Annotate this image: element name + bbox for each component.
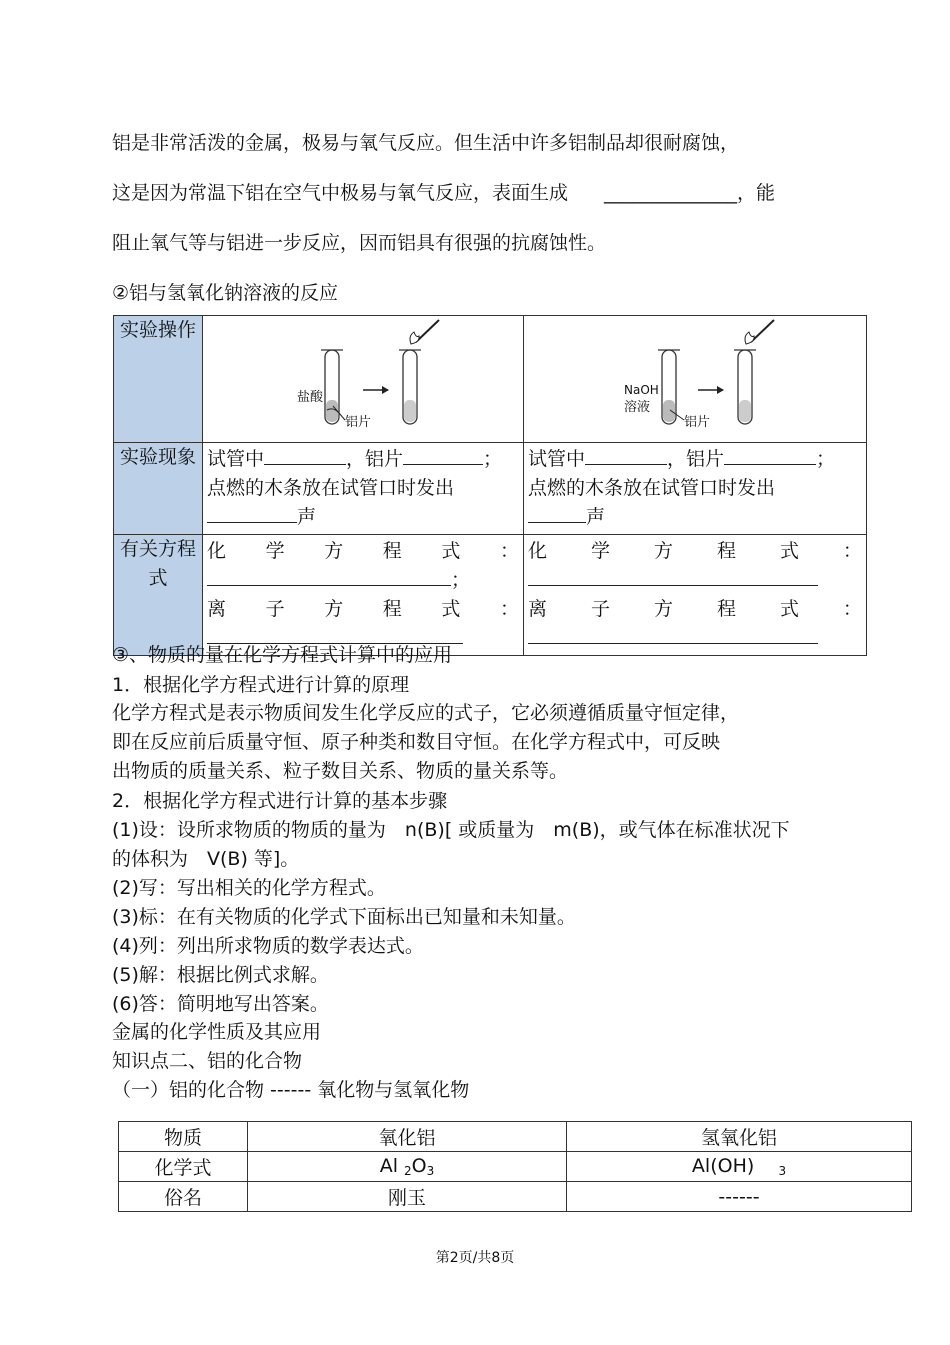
formula-al2o3: [248, 1152, 567, 1182]
ion-char: 程: [716, 598, 736, 620]
cmp-header-alumina: 氧化铝: [248, 1122, 567, 1152]
label-al-right: 铝片: [684, 415, 711, 430]
phen-text: 试管中: [528, 448, 586, 470]
eq-char: 式: [441, 540, 461, 562]
eq-char: 化: [207, 540, 227, 562]
phenomenon-naoh: [524, 443, 867, 535]
p1-line-1: 化学方程式是表示物质间发生化学反应的式子，它必须遵循质量守恒定律，: [112, 702, 740, 724]
image-cell-naoh: [524, 316, 867, 443]
eq-semicolon: ；: [451, 569, 471, 591]
phen-sound: 声: [586, 506, 606, 528]
phen-sound: 声: [297, 506, 317, 528]
step-2: (2)写：写出相关的化学方程式。: [112, 877, 386, 899]
step-6: (6)答：简明地写出答案。: [112, 993, 329, 1015]
compound-table: [118, 1121, 912, 1212]
intro-blank: ______________，能: [604, 182, 776, 204]
eq-char: ：: [842, 540, 862, 562]
f-sub: 2: [404, 1164, 412, 1178]
step-4: (4)列：列出所求物质的数学表达式。: [112, 935, 424, 957]
cmp-label-formula: 化学式: [119, 1152, 248, 1182]
step-1-cont: 的体积为 V(B) 等]。: [112, 848, 300, 870]
section3-title: ③、物质的量在化学方程式计算中的应用: [112, 644, 453, 666]
p1-line-3: 出物质的质量关系、粒子数目关系、物质的量关系等。: [112, 760, 569, 782]
f-part: O: [411, 1155, 427, 1177]
cmp-label-common-name: 俗名: [119, 1182, 248, 1212]
equation-hcl: [203, 535, 524, 656]
naoh-experiment-illustration: [524, 316, 866, 433]
phen-text: ，铝片: [346, 448, 404, 470]
label-naoh: NaOH: [624, 383, 659, 397]
phenomenon-hcl: [203, 443, 524, 535]
phen-text: ；: [483, 448, 503, 470]
intro-line-2: [112, 178, 775, 205]
row-header-equation: 有关方程式: [114, 535, 203, 656]
label-hcl: 盐酸: [297, 390, 324, 405]
eq-char: 学: [590, 540, 610, 562]
ion-char: 程: [382, 598, 402, 620]
f-part: Al(OH): [691, 1155, 755, 1177]
eq-char: 化: [528, 540, 548, 562]
page-footer: 第2页/共8页: [435, 1250, 515, 1266]
phen-text: ，铝片: [667, 448, 725, 470]
hcl-experiment-illustration: [203, 316, 523, 433]
ion-char: ：: [499, 598, 519, 620]
ion-char: ：: [842, 598, 862, 620]
ion-char: 方: [653, 598, 673, 620]
common-name-aluminum-hydroxide: ------: [567, 1182, 912, 1212]
ion-char: 离: [528, 598, 548, 620]
row-header-phenomenon: 实验现象: [114, 443, 203, 535]
label-solution: 溶液: [624, 400, 651, 415]
section2-title: ②铝与氢氧化钠溶液的反应: [112, 282, 339, 304]
step-5: (5)解：根据比例式求解。: [112, 964, 329, 986]
heading-k2: 知识点二、铝的化合物: [112, 1050, 303, 1072]
phen-line-b: 点燃的木条放在试管口时发出: [528, 477, 776, 499]
p2-title: 2．根据化学方程式进行计算的基本步骤: [112, 790, 448, 812]
ion-char: 式: [779, 598, 799, 620]
intro-line-1: 铝是非常活泼的金属，极易与氧气反应。但生活中许多铝制品却很耐腐蚀，: [112, 132, 740, 154]
ion-char: 式: [441, 598, 461, 620]
formula-aloh3: [567, 1152, 912, 1182]
ion-char: 离: [207, 598, 227, 620]
phen-text: ；: [816, 448, 836, 470]
heading-metal: 金属的化学性质及其应用: [112, 1021, 322, 1043]
equation-naoh: [524, 535, 867, 656]
intro-line-3: 阻止氧气等与铝进一步反应，因而铝具有很强的抗腐蚀性。: [112, 232, 607, 254]
eq-char: 程: [382, 540, 402, 562]
eq-char: 学: [265, 540, 285, 562]
common-name-alumina: 刚玉: [248, 1182, 567, 1212]
p1-title: 1．根据化学方程式进行计算的原理: [112, 674, 410, 696]
step-3: (3)标：在有关物质的化学式下面标出已知量和未知量。: [112, 906, 576, 928]
eq-char: 方: [653, 540, 673, 562]
phen-line-b: 点燃的木条放在试管口时发出: [207, 477, 455, 499]
row-header-operation: 实验操作: [114, 316, 203, 443]
f-sub: 3: [778, 1164, 787, 1178]
eq-char: ：: [499, 540, 519, 562]
eq-char: 式: [779, 540, 799, 562]
label-al-left: 铝片: [345, 415, 372, 430]
phen-text: 试管中: [207, 448, 265, 470]
eq-char: 方: [324, 540, 344, 562]
f-part: Al: [379, 1155, 398, 1177]
image-cell-hcl: [203, 316, 524, 443]
heading-sub: （一）铝的化合物 ------ 氧化物与氢氧化物: [112, 1079, 470, 1101]
f-sub: 3: [426, 1164, 435, 1178]
ion-char: 子: [265, 598, 285, 620]
eq-char: 程: [716, 540, 736, 562]
experiment-table: [113, 315, 867, 656]
p1-line-2: 即在反应前后质量守恒、原子种类和数目守恒。在化学方程式中，可反映: [112, 731, 721, 753]
step-1: (1)设：设所求物质的物质的量为 n(B)[ 或质量为 m(B)，或气体在标准状况下: [112, 819, 790, 841]
cmp-header-aluminum-hydroxide: 氢氧化铝: [567, 1122, 912, 1152]
ion-char: 方: [324, 598, 344, 620]
ion-char: 子: [590, 598, 610, 620]
intro-line-2-text: 这是因为常温下铝在空气中极易与氧气反应，表面生成: [112, 182, 569, 204]
cmp-header-substance: 物质: [119, 1122, 248, 1152]
